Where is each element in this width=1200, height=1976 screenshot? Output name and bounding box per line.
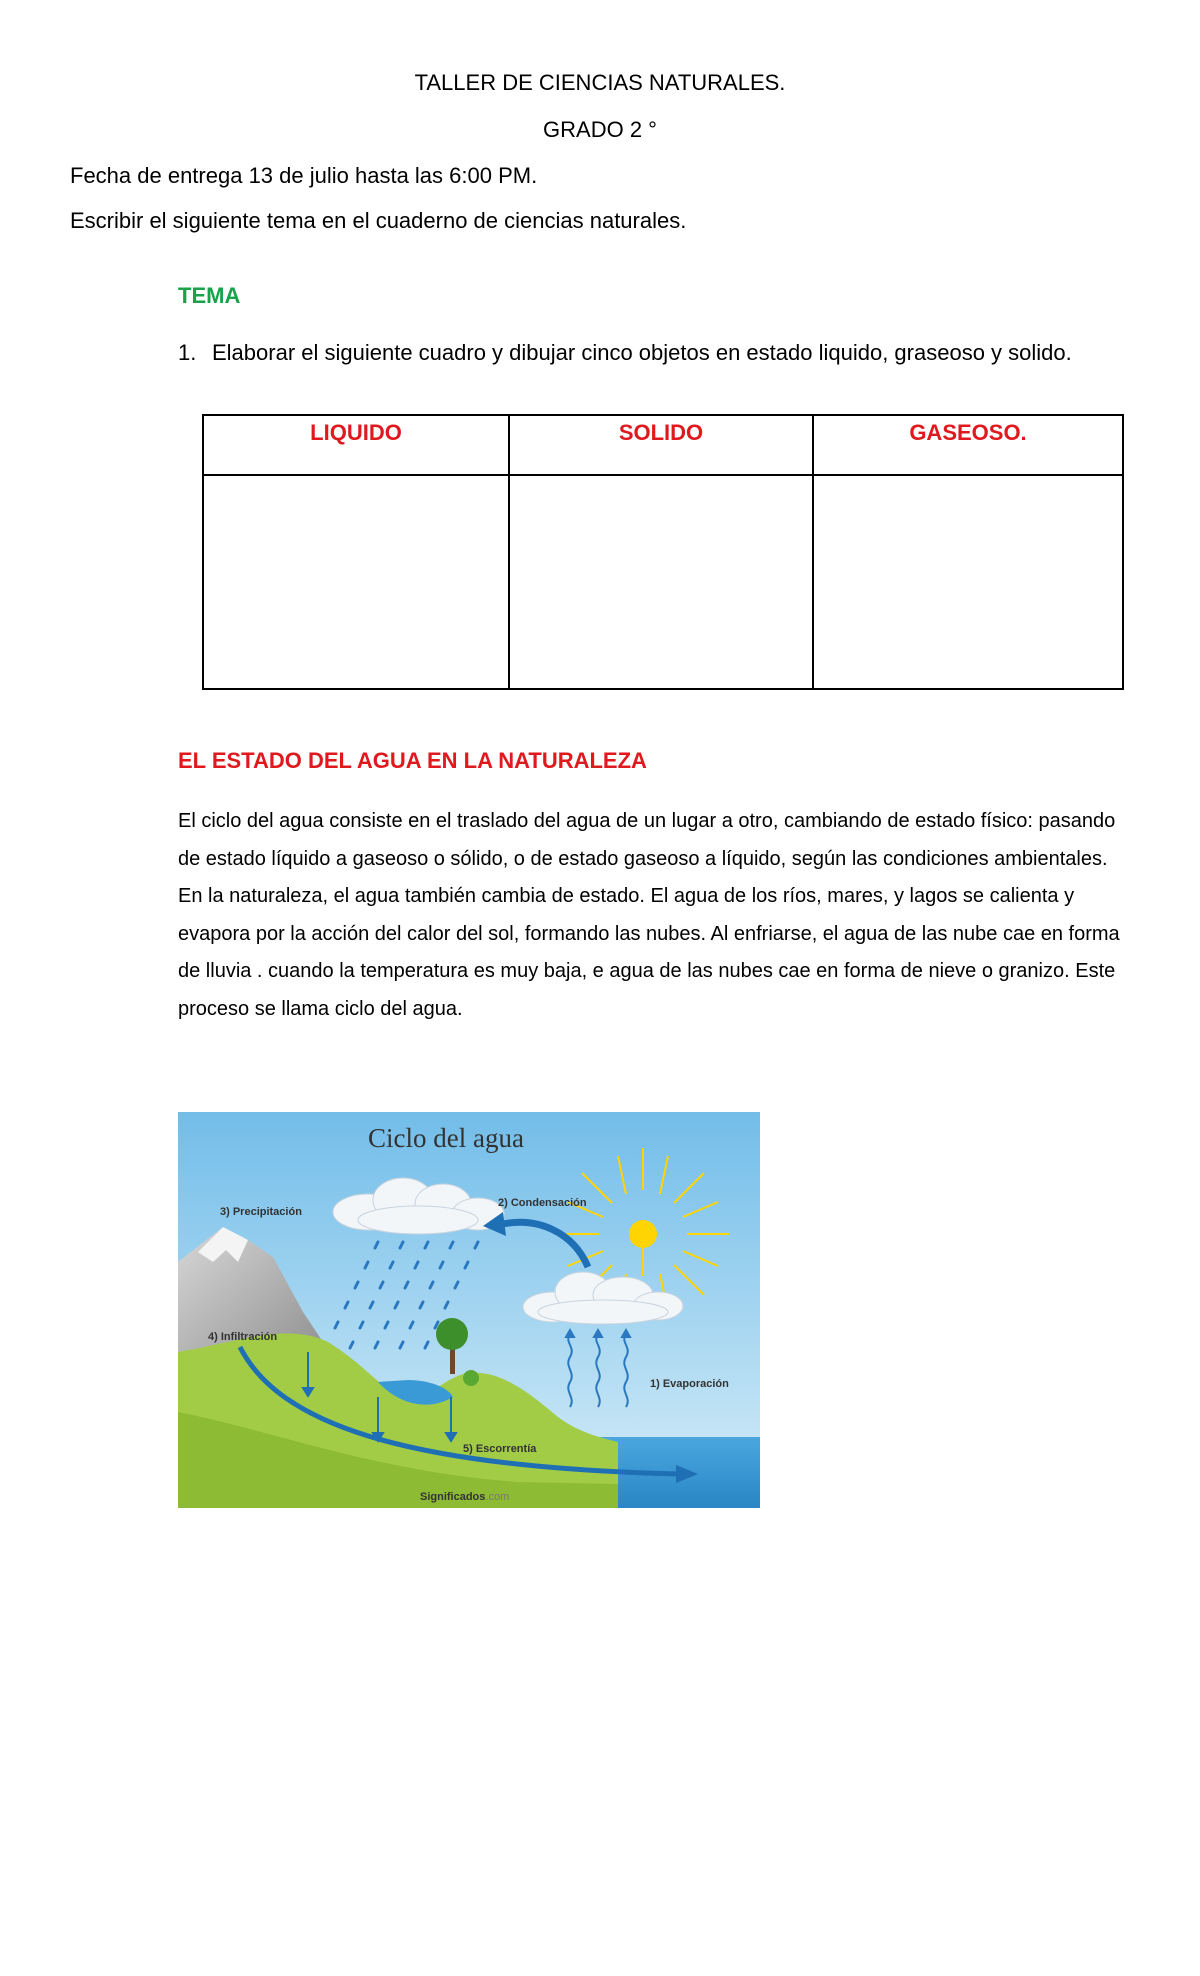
label-infiltracion: 4) Infiltración — [208, 1331, 278, 1343]
grade-label: GRADO 2 ° — [543, 117, 657, 142]
tree-crown — [436, 1318, 468, 1350]
section-heading: EL ESTADO DEL AGUA EN LA NATURALEZA — [178, 748, 647, 773]
section-body — [178, 803, 1138, 1028]
due-date: Fecha de entrega 13 de julio hasta las 6:00 PM. — [70, 163, 538, 188]
label-condensacion: 2) Condensación — [498, 1197, 587, 1209]
column-gaseoso: GASEOSO. — [813, 415, 1123, 475]
paragraph-1: El ciclo del agua consiste en el traslado del agua de un lugar a otro, cambiando de estado físico: pasando de estado líquido a gaseoso o sólido, o de estado gaseoso a líquido, según las condiciones ambientales. — [178, 810, 1116, 870]
column-solido: SOLIDO — [509, 415, 813, 475]
drawing-cell-solido[interactable] — [509, 475, 813, 689]
drawing-cell-liquido[interactable] — [203, 475, 509, 689]
paragraph-2: En la naturaleza, el agua también cambia de estado. El agua de los ríos, mares, y lagos se calienta y evapora por la acción del calor del sol, formando las nubes. Al enfriarse, el agua de las nube cae en forma de lluvia . cuando la temperatura es muy baja, e agua de las nubes cae en forma de nieve o granizo. Este proceso se llama ciclo del agua. — [178, 885, 1120, 1020]
credit-domain: .com — [485, 1491, 510, 1503]
list-item-text: Elaborar el siguiente cuadro y dibujar cinco objetos en estado liquido, graseoso y solido. — [212, 340, 1072, 365]
bush — [463, 1370, 479, 1386]
column-liquido: LIQUIDO — [203, 415, 509, 475]
water-cycle-diagram — [178, 1112, 760, 1508]
list-item-number: 1. — [178, 340, 197, 365]
label-evaporacion: 1) Evaporación — [650, 1378, 729, 1390]
tema-heading: TEMA — [178, 283, 241, 308]
diagram-title: Ciclo del agua — [368, 1123, 524, 1153]
instruction-text: Escribir el siguiente tema en el cuaderno de ciencias naturales. — [70, 208, 687, 233]
drawing-cell-gaseoso[interactable] — [813, 475, 1123, 689]
states-table — [202, 414, 1124, 690]
document-title: TALLER DE CIENCIAS NATURALES. — [414, 70, 786, 95]
image-credit — [420, 1491, 509, 1503]
credit-brand: Significados — [420, 1491, 486, 1503]
label-precipitacion: 3) Precipitación — [220, 1206, 302, 1218]
label-escorrentia: 5) Escorrentía — [463, 1443, 537, 1455]
